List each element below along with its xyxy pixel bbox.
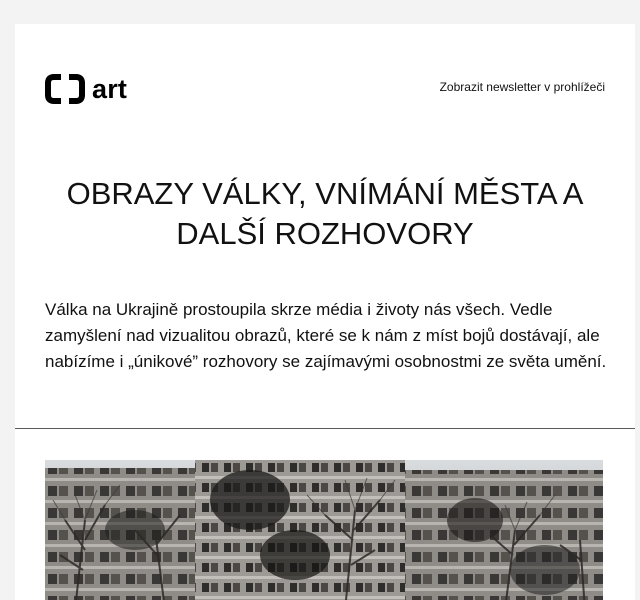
newsletter-title: OBRAZY VÁLKY, VNÍMÁNÍ MĚSTA A DALŠÍ ROZHOVORY [66,176,584,251]
ct-art-logo[interactable] [45,74,127,104]
section-divider [15,428,635,429]
logo-text: art [92,74,128,104]
hero-image[interactable] [45,460,603,600]
newsletter-header [15,24,635,124]
view-in-browser-link[interactable]: Zobrazit newsletter v prohlížeči [439,80,605,94]
intro-paragraph: Válka na Ukrajině prostoupila skrze média i životy nás všech. Vedle zamyšlení nad vizualitou obrazů, které se k nám z míst bojů dostávají, ale nabízíme i „únikové” rozhovory se zajímavými osobnostmi ze světa umění. [45,300,607,371]
newsletter-card [15,24,635,600]
ct-logo-icon [45,74,85,104]
